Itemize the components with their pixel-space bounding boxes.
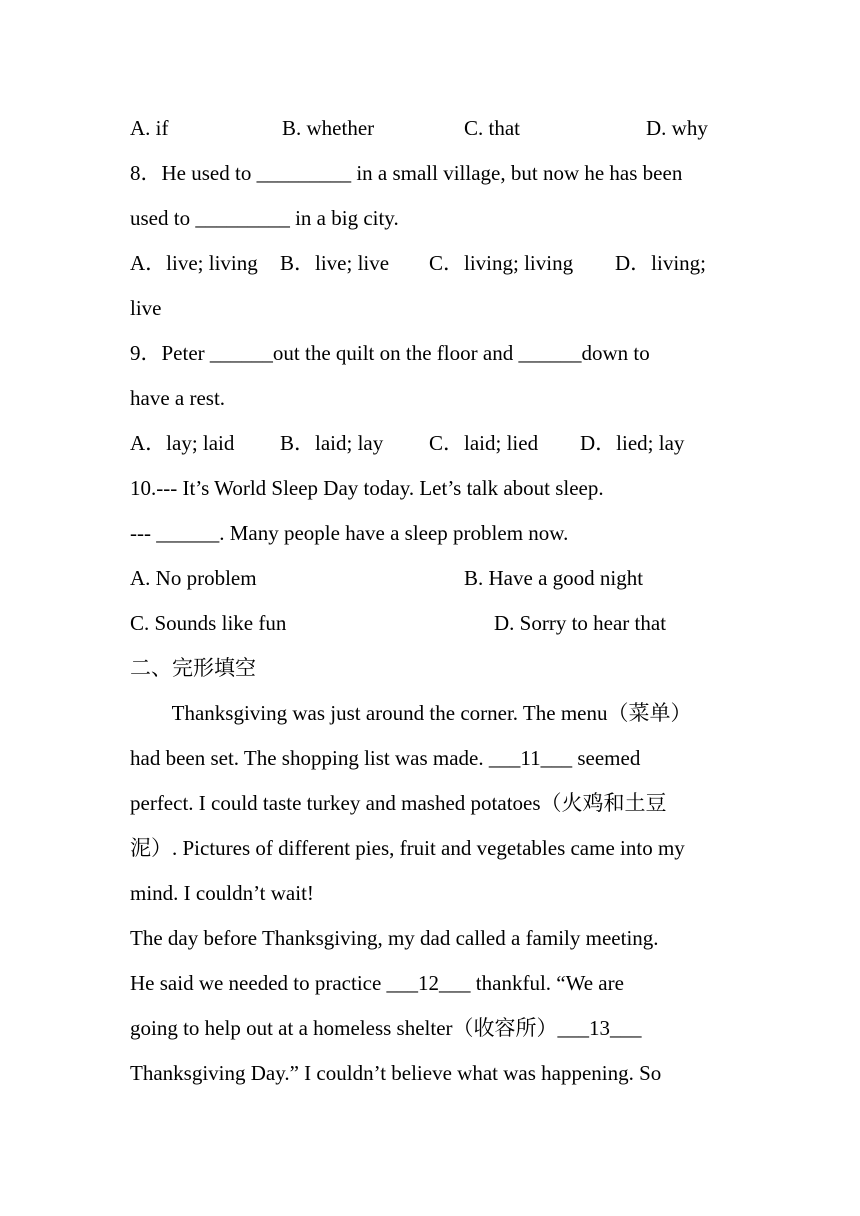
q8-option-c: C．living; living [429,251,574,275]
q7-option-b: B. whether [282,116,375,140]
passage-line: Thanksgiving Day.” I couldn’t believe what was happening. So [130,1061,662,1085]
q7-option-c: C. that [464,116,520,140]
q10-stem-line-1: 10.--- It’s World Sleep Day today. Let’s talk about sleep. [130,476,604,500]
passage-line: had been set. The shopping list was made. ___11___ seemed [130,746,641,770]
q10-option-c: C. Sounds like fun [130,611,287,635]
q7-option-a: A. if [130,116,169,140]
passage-line: going to help out at a homeless shelter（收容所）___13___ [130,1016,642,1040]
passage-line: He said we needed to practice ___12___ thankful. “We are [130,971,624,995]
passage-line: perfect. I could taste turkey and mashed potatoes（火鸡和土豆 [130,791,667,815]
q8-option-a: A．live; living [130,251,258,275]
q9-option-b: B．laid; lay [280,431,384,455]
q9-stem-line-1: 9．Peter ______out the quilt on the floor and ______down to [130,341,650,365]
q8-stem-line-1: 8．He used to _________ in a small village, but now he has been [130,161,683,185]
q9-option-d: D．lied; lay [580,431,685,455]
q9-option-c: C．laid; lied [429,431,539,455]
q8-stem-line-2: used to _________ in a big city. [130,206,399,230]
q7-option-d: D. why [646,116,708,140]
q8-option-d-continued: live [130,296,162,320]
q8-option-d: D．living; [615,251,707,275]
q10-option-a: A. No problem [130,566,257,590]
q8-option-b: B．live; live [280,251,390,275]
q10-stem-line-2: --- ______. Many people have a sleep problem now. [130,521,569,545]
passage-line: 泥）. Pictures of different pies, fruit and vegetables came into my [130,836,685,860]
section-title: 二、完形填空 [130,656,256,680]
q10-option-b: B. Have a good night [464,566,644,590]
passage-line: mind. I couldn’t wait! [130,881,314,905]
passage-line: The day before Thanksgiving, my dad called a family meeting. [130,926,659,950]
q9-option-a: A．lay; laid [130,431,235,455]
q10-option-d: D. Sorry to hear that [494,611,667,635]
q9-stem-line-2: have a rest. [130,386,226,410]
passage-line: Thanksgiving was just around the corner. The menu（菜单） [130,701,692,725]
